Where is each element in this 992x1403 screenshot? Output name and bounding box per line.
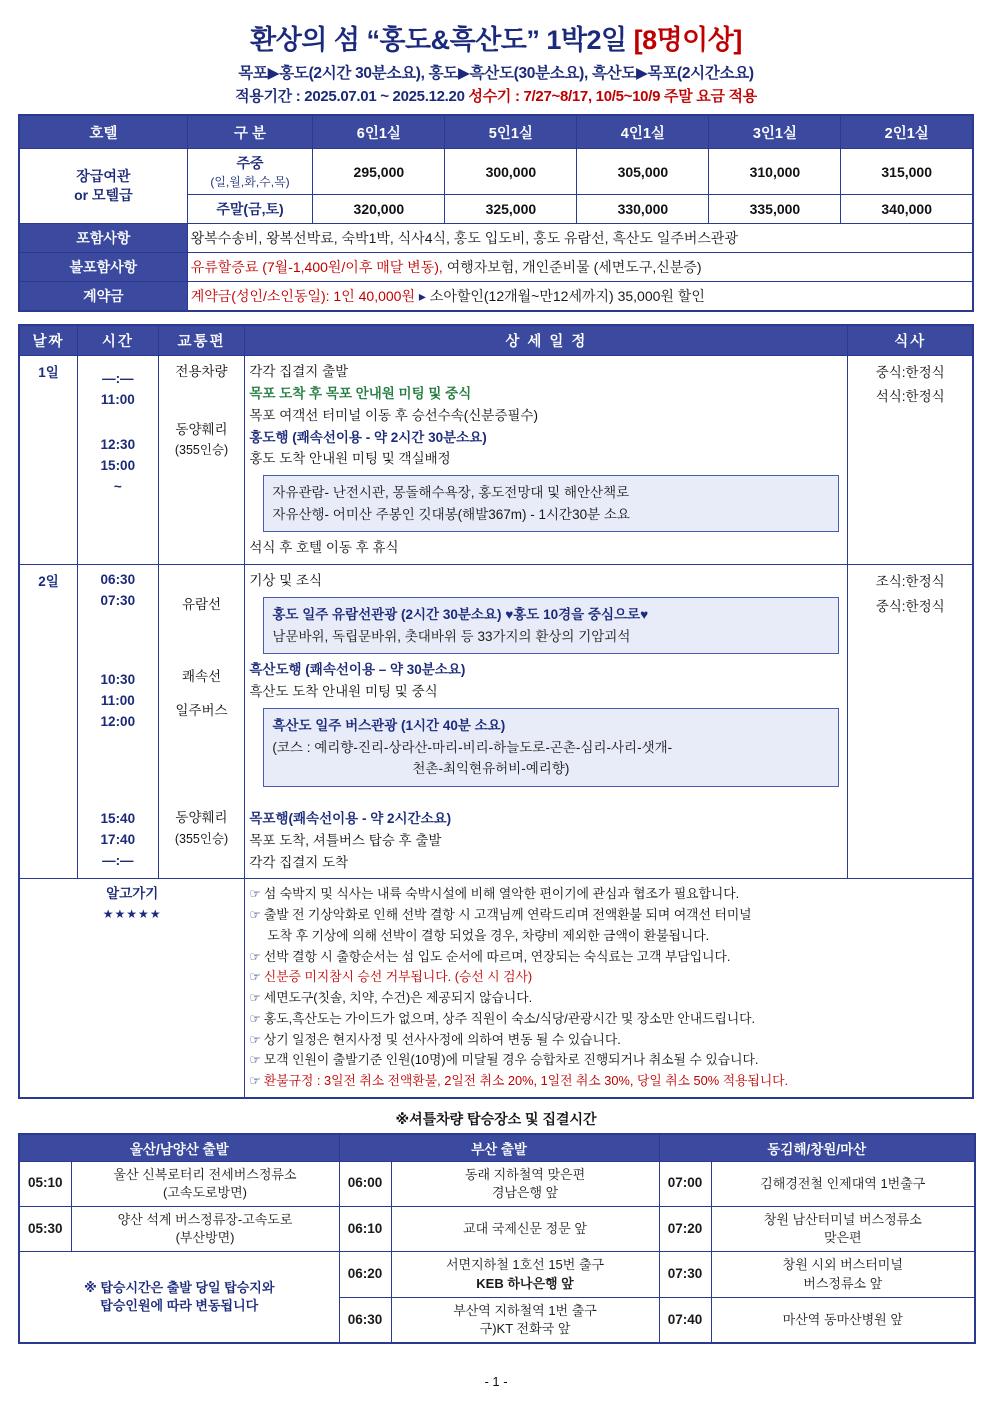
shuttle-place-gimhae-3 — [711, 1252, 975, 1297]
col-hotel: 호텔 — [19, 115, 187, 149]
day2-line-mid-1: 흑산도 도착 안내원 미팅 및 중식 — [249, 684, 438, 700]
notice-item-3 — [249, 947, 968, 968]
price-weekday-6in1: 295,000 — [313, 149, 445, 195]
shuttle-row-1 — [19, 1161, 975, 1206]
notice-item-2-text: 도착 후 기상에 의해 선박이 결항 되었을 경우, 차량비 제외한 금액이 환불됩니다. — [267, 927, 710, 943]
shuttle-place-gimhae-4: 마산역 동마산병원 앞 — [711, 1297, 975, 1343]
pointer-icon: ☞ — [249, 907, 261, 923]
include-text: 왕복수송비, 왕복선박료, 숙박1박, 식사4식, 홍도 입도비, 홍도 유람선, 흑산도 일주버스관광 — [187, 224, 973, 253]
type-weekday — [187, 149, 313, 195]
day2-transport-0: 유람선 — [181, 597, 222, 613]
day1-meal-0: 중식:한정식 — [875, 365, 945, 380]
itinerary-row-day2 — [19, 565, 973, 879]
notice-label-text: 알고가기 — [106, 886, 159, 902]
shuttle-place-busan-1 — [391, 1161, 659, 1206]
day1-line-4: 홍도 도착 안내원 미팅 및 객실배정 — [249, 451, 451, 467]
stars-icon: ★★★★★ — [102, 906, 162, 921]
price-weekend-4in1: 330,000 — [577, 195, 709, 224]
shuttle-place-busan-1-line2: 경남은행 앞 — [491, 1184, 559, 1200]
shuttle-place-gimhae-1: 김해경전철 인제대역 1번출구 — [711, 1161, 975, 1206]
shuttle-place-ulsan-1 — [71, 1161, 339, 1206]
day2-box2-line-0: 흑산도 일주 버스관광 (1시간 40분 소요) — [272, 718, 506, 734]
day1-detail — [245, 356, 848, 565]
col-6in1: 6인1실 — [313, 115, 445, 149]
day2-box1-line-0: 홍도 일주 유람선관광 (2시간 30분소요) ♥홍도 10경을 중심으로♥ — [272, 607, 649, 623]
period-label: 적용기간 : 2025.07.01 ~ 2025.12.20 — [235, 88, 469, 105]
shuttle-note-line2: 탑승인원에 따라 변동됩니다 — [100, 1298, 259, 1314]
day2-transport-3: 동양훼리 — [175, 810, 228, 826]
shuttle-time-gimhae-4: 07:40 — [659, 1297, 711, 1343]
pointer-icon: ☞ — [249, 886, 261, 902]
shuttle-place-ulsan-1-line2: (고속도로방면) — [163, 1184, 248, 1200]
col-detail: 상 세 일 정 — [245, 325, 848, 356]
notice-item-5 — [249, 988, 968, 1009]
notice-item-5-text: 세면도구(칫솔, 치약, 수건)은 제공되지 않습니다. — [263, 990, 533, 1006]
pointer-icon: ☞ — [249, 1031, 261, 1047]
exclude-red: 유류할증료 (7월-1,400원/이후 매달 변동), — [190, 259, 447, 275]
price-weekend-6in1: 320,000 — [313, 195, 445, 224]
notice-item-2 — [249, 926, 968, 947]
day1-time-0: —:— — [102, 371, 134, 386]
day2-time-8: 17:40 — [100, 831, 136, 847]
include-row — [19, 224, 973, 253]
price-weekend-2in1: 340,000 — [841, 195, 973, 224]
exclude-text — [187, 253, 973, 282]
deposit-text — [187, 282, 973, 312]
shuttle-place-ulsan-2-line1: 양산 석계 버스정류장-고속도로 — [117, 1212, 293, 1228]
pointer-icon: ☞ — [249, 1072, 261, 1088]
shuttle-time-busan-4: 06:30 — [339, 1297, 391, 1343]
title-main: 환상의 섬 “홍도&흑산도” 1박2일 — [250, 25, 634, 55]
day1-meals — [848, 356, 973, 565]
notice-item-6-text: 홍도,흑산도는 가이드가 없으며, 상주 직원이 숙소/식당/관광시간 및 장소만 안내드립니다. — [263, 1010, 756, 1026]
shuttle-time-busan-3: 06:20 — [339, 1252, 391, 1297]
notice-item-0 — [249, 884, 968, 905]
day2-box1-line-1: 남문바위, 독립문바위, 촛대바위 등 33가지의 환상의 기암괴석 — [272, 628, 631, 644]
page-number: - 1 - — [484, 1374, 508, 1389]
price-weekend-3in1: 335,000 — [709, 195, 841, 224]
day2-line-bottom-0: 목포행(쾌속선이용 - 약 2시간소요) — [249, 810, 452, 826]
day2-line-bottom-1: 목포 도착, 셔틀버스 탑승 후 출발 — [249, 832, 442, 848]
day2-line-bottom-2: 각각 집결지 도착 — [249, 854, 349, 870]
day1-line-1: 목포 도착 후 목포 안내원 미팅 및 중식 — [249, 385, 472, 401]
notice-item-9-text: 환불규정 : 3일전 취소 전액환불, 2일전 취소 20%, 1일전 취소 30%, 당일 취소 50% 적용됩니다. — [263, 1072, 789, 1088]
route-line: 목포▶홍도(2시간 30분소요), 홍도▶흑산도(30분소요), 흑산도▶목포(2시간소요) — [238, 65, 754, 82]
notice-item-0-text: 섬 숙박지 및 식사는 내륙 숙박시설에 비해 열악한 편이기에 관심과 협조가 필요합니다. — [263, 886, 740, 902]
shuttle-place-busan-4-line2: 구)KT 전화국 앞 — [479, 1320, 571, 1336]
deposit-red: 계약금(성인/소인동일): 1인 40,000원 — [190, 288, 415, 304]
shuttle-place-busan-2: 교대 국제신문 정문 앞 — [391, 1207, 659, 1252]
day2-meals — [848, 565, 973, 879]
deposit-rest: 소아할인(12개월~만12세까지) 35,000원 할인 — [429, 288, 705, 304]
shuttle-place-gimhae-2-line2: 맞은편 — [823, 1230, 862, 1246]
col-transport: 교통편 — [158, 325, 245, 356]
shuttle-time-busan-1: 06:00 — [339, 1161, 391, 1206]
shuttle-time-busan-2: 06:10 — [339, 1207, 391, 1252]
itinerary-row-day1 — [19, 356, 973, 565]
itinerary-table — [18, 324, 974, 1099]
exclude-row — [19, 253, 973, 282]
notice-item-7-text: 상기 일정은 현지사정 및 선사사정에 의하여 변동 될 수 있습니다. — [263, 1031, 621, 1047]
type-weekday-line1: 주중 — [236, 155, 264, 171]
shuttle-row-2 — [19, 1207, 975, 1252]
shuttle-place-ulsan-2 — [71, 1207, 339, 1252]
day1-free-activity-box — [263, 475, 839, 532]
pointer-icon: ☞ — [249, 990, 261, 1006]
day1-line-0: 각각 집결지 출발 — [249, 364, 349, 379]
day2-time-3: 10:30 — [100, 672, 136, 688]
notice-item-7 — [249, 1030, 968, 1051]
day1-line-2: 목포 여객선 터미널 이동 후 승선수속(신분증필수) — [249, 407, 538, 423]
pointer-icon: ☞ — [249, 948, 261, 964]
arrow-icon: ▸ — [418, 288, 426, 304]
notice-item-4-text: 신분증 미지참시 승선 거부됩니다. (승선 시 검사) — [263, 969, 533, 985]
day1-box-line-1: 자유산행- 어미산 주봉인 깃대봉(해발367m) - 1시간30분 소요 — [272, 506, 630, 522]
day2-transport — [158, 565, 245, 879]
price-row-weekday — [19, 149, 973, 195]
notice-item-8 — [249, 1050, 968, 1071]
type-weekend: 주말(금,토) — [187, 195, 313, 224]
type-weekday-line2: (일,월,화,수,목) — [210, 175, 290, 189]
day2-time-4: 11:00 — [100, 693, 135, 709]
include-label: 포함사항 — [19, 224, 187, 253]
col-3in1: 3인1실 — [709, 115, 841, 149]
price-table — [18, 114, 974, 312]
shuttle-col-gimhae: 동김해/창원/마산 — [659, 1134, 975, 1162]
day2-cruise-box — [263, 597, 839, 654]
day1-meal-1: 석식:한정식 — [875, 389, 945, 405]
notice-item-6 — [249, 1009, 968, 1030]
price-weekday-4in1: 305,000 — [577, 149, 709, 195]
shuttle-time-ulsan-1: 05:10 — [19, 1161, 71, 1206]
shuttle-place-gimhae-3-line1: 창원 시외 버스터미널 — [782, 1257, 903, 1273]
title-accent: [8명이상] — [633, 25, 742, 55]
col-2in1: 2인1실 — [841, 115, 973, 149]
pointer-icon: ☞ — [249, 969, 261, 985]
day2-bustour-box — [263, 708, 839, 787]
shuttle-col-busan: 부산 출발 — [339, 1134, 659, 1162]
price-weekday-2in1: 315,000 — [841, 149, 973, 195]
shuttle-place-gimhae-3-line2: 버스정류소 앞 — [803, 1275, 883, 1291]
shuttle-place-busan-1-line1: 동래 지하철역 맞은편 — [464, 1166, 586, 1182]
peak-label: 성수기 : 7/27~8/17, 10/5~10/9 주말 요금 적용 — [468, 88, 757, 105]
col-date: 날짜 — [19, 325, 77, 356]
hotel-grade-line1: 장급여관 — [76, 168, 131, 185]
col-5in1: 5인1실 — [445, 115, 577, 149]
shuttle-place-busan-4 — [391, 1297, 659, 1343]
col-type: 구 분 — [187, 115, 313, 149]
notice-item-3-text: 선박 결항 시 출항순서는 섬 입도 순서에 따르며, 연장되는 숙식료는 고객 부담입니다. — [263, 948, 731, 964]
col-4in1: 4인1실 — [577, 115, 709, 149]
notice-label-cell — [19, 879, 245, 1098]
day2-line-top-0: 기상 및 조식 — [249, 573, 323, 589]
day2-meal-1: 중식:한정식 — [875, 598, 945, 614]
day2-detail — [245, 565, 848, 879]
day1-transport-0: 전용차량 — [175, 364, 228, 379]
shuttle-place-ulsan-1-line1: 울산 신복로터리 전세버스정류소 — [113, 1166, 297, 1182]
col-meal: 식사 — [848, 325, 973, 356]
price-weekday-5in1: 300,000 — [445, 149, 577, 195]
notice-item-1-text: 출발 전 기상악화로 인해 선박 결항 시 고객님께 연락드리며 전액환불 되며 여객선 터미널 — [263, 907, 752, 923]
day2-box2-line-1: (코스 : 예리향-진리-상라산-마리-비리-하늘도로-곤촌-심리-사리-샛개- — [272, 739, 673, 755]
col-time: 시간 — [77, 325, 158, 356]
day1-line-3: 홍도행 (쾌속선이용 - 약 2시간 30분소요) — [249, 429, 487, 445]
shuttle-time-ulsan-2: 05:30 — [19, 1207, 71, 1252]
day2-line-mid-0: 흑산도행 (쾌속선이용 – 약 30분소요) — [249, 662, 466, 678]
hotel-grade-cell — [19, 149, 187, 224]
notice-item-4 — [249, 967, 968, 988]
day1-transport-1-sub: (355인승) — [174, 443, 229, 458]
page-title — [18, 18, 974, 57]
day1-time-3: 12:30 — [100, 436, 136, 452]
shuttle-note — [19, 1252, 339, 1343]
shuttle-place-gimhae-2-line1: 창원 남산터미널 버스정류소 — [763, 1212, 922, 1228]
exclude-rest: 여행자보험, 개인준비물 (세면도구,신분증) — [446, 259, 702, 275]
hotel-grade-line2: or 모텔급 — [74, 187, 133, 203]
shuttle-time-gimhae-3: 07:30 — [659, 1252, 711, 1297]
shuttle-col-ulsan: 울산/남양산 출발 — [19, 1134, 339, 1162]
shuttle-row-3 — [19, 1252, 975, 1297]
day1-times — [77, 356, 158, 565]
shuttle-caption: ※셔틀차량 탑승장소 및 집결시간 — [395, 1110, 597, 1127]
price-table-header-row — [19, 115, 973, 149]
day1-time-4: 15:00 — [100, 457, 136, 473]
deposit-label: 계약금 — [19, 282, 187, 312]
shuttle-place-busan-3-line2: KEB 하나은행 앞 — [476, 1275, 574, 1291]
shuttle-place-busan-3 — [391, 1252, 659, 1297]
shuttle-place-ulsan-2-line2: (부산방면) — [175, 1230, 235, 1246]
shuttle-place-busan-3-line1: 서면지하철 1호선 15번 출구 — [445, 1257, 605, 1273]
exclude-label: 불포함사항 — [19, 253, 187, 282]
day2-meal-0: 조식:한정식 — [875, 574, 945, 590]
itinerary-header-row — [19, 325, 973, 356]
day2-transport-1: 쾌속선 — [181, 668, 222, 684]
day1-label: 1일 — [19, 356, 77, 565]
day2-transport-2: 일주버스 — [175, 702, 228, 718]
shuttle-time-gimhae-2: 07:20 — [659, 1207, 711, 1252]
day1-box-line-0: 자유관람- 난전시관, 몽돌해수욕장, 홍도전망대 및 해안산책로 — [272, 485, 630, 501]
notice-item-9 — [249, 1071, 968, 1092]
notice-item-8-text: 모객 인원이 출발기준 인원(10명)에 미달될 경우 승합차로 진행되거나 취소될 수 있습니다. — [263, 1052, 759, 1068]
shuttle-time-gimhae-1: 07:00 — [659, 1161, 711, 1206]
price-weekday-3in1: 310,000 — [709, 149, 841, 195]
day2-times — [77, 565, 158, 879]
shuttle-place-busan-4-line1: 부산역 지하철역 1번 출구 — [453, 1302, 597, 1318]
shuttle-note-line1: ※ 탑승시간은 출발 당일 탑승지와 — [84, 1280, 275, 1296]
day2-time-5: 12:00 — [100, 714, 136, 730]
notice-row — [19, 879, 973, 1098]
day2-transport-3-sub: (355인승) — [174, 831, 229, 846]
shuttle-table — [18, 1133, 976, 1345]
day1-time-1: 11:00 — [100, 391, 135, 407]
day1-after-box: 석식 후 호텔 이동 후 휴식 — [249, 540, 399, 556]
day2-time-1: 07:30 — [100, 593, 136, 609]
day2-box2-line-2: 천촌-최익현유허비-예리향) — [412, 761, 570, 777]
deposit-row — [19, 282, 973, 312]
day2-time-7: 15:40 — [100, 810, 136, 826]
price-weekend-5in1: 325,000 — [445, 195, 577, 224]
notice-list — [245, 879, 973, 1098]
day2-label: 2일 — [19, 565, 77, 879]
pointer-icon: ☞ — [249, 1010, 261, 1026]
day1-transport-1: 동양훼리 — [175, 421, 228, 437]
day1-time-5: ~ — [113, 478, 122, 494]
day2-time-0: 06:30 — [100, 572, 136, 588]
pointer-icon: ☞ — [249, 1052, 261, 1068]
shuttle-place-gimhae-2 — [711, 1207, 975, 1252]
shuttle-header-row — [19, 1134, 975, 1162]
day1-transport — [158, 356, 245, 565]
notice-item-1 — [249, 905, 968, 926]
day2-time-9: —:— — [102, 852, 134, 868]
period-line — [18, 85, 974, 106]
